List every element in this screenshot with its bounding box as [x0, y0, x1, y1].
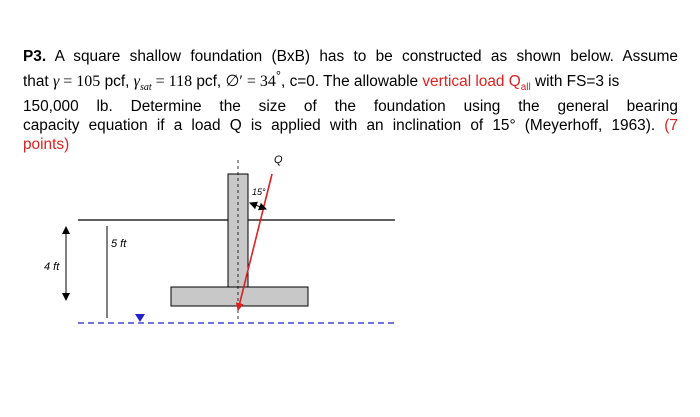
fs-text: with FS=3 is — [530, 73, 620, 91]
problem-line-3: 150,000 lb. Determine the size of the foundation using the general bearing — [23, 98, 678, 116]
water-depth-label: 4 ft — [44, 261, 60, 273]
gamma-symbol: γ — [52, 73, 60, 91]
cohesion-text: , c=0. The allowable — [281, 73, 423, 91]
phi-degree: ° — [275, 68, 282, 83]
text-that: that — [23, 73, 53, 91]
depth-label: 5 ft — [111, 238, 127, 250]
water-table-icon — [135, 314, 145, 322]
vertical-load-label: vertical load Q — [422, 73, 521, 91]
phi-value: = 34 — [242, 73, 276, 91]
problem-sentence-1: A square shallow foundation (BxB) has to be constructed as shown below. Assume — [46, 48, 678, 65]
gamma-value: = 105 — [59, 73, 101, 91]
angle-label: 15° — [252, 187, 266, 197]
load-label: Q — [274, 154, 283, 166]
unit-pcf: pcf, — [100, 73, 134, 91]
gamma-sat-subscript: sat — [139, 82, 152, 94]
points-label-start: (7 — [655, 117, 678, 135]
points-label-end: points) — [23, 136, 70, 154]
problem-label: P3. — [23, 48, 47, 65]
phi-symbol: ∅′ — [225, 73, 243, 91]
gamma-sat-symbol: γ — [133, 73, 140, 91]
vertical-load-subscript: all — [520, 82, 531, 94]
problem-line-4-text: capacity equation if a load Q is applied with an inclination of 15° (Meyerhoff, 1963). — [23, 117, 656, 135]
gamma-sat-value: = 118 — [151, 73, 193, 91]
unit-pcf-2: pcf, — [192, 73, 226, 91]
